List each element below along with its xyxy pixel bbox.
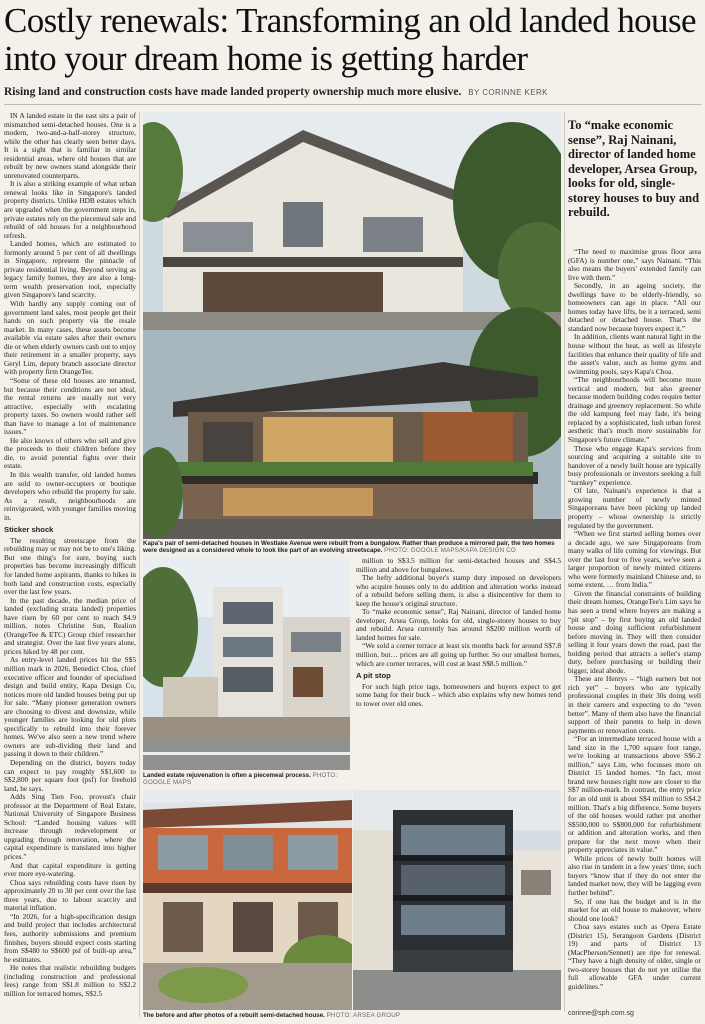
- paragraph: Those who engage Kapa's services from sourcing and acquiring a suitable site to handover of a newly built house are typically busy professionals or investors seeking a full “turnkey” experience.: [568, 443, 701, 487]
- text-column-4: [568, 248, 701, 1006]
- caption-1-credit: PHOTO: GOOGLE MAPS/KAPA DESIGN CO: [384, 547, 516, 555]
- paragraph: million to S$3.5 million for semi-detached houses and S$4.5 million and above for bungalows.: [356, 557, 561, 574]
- paragraph: And that capital expenditure is getting ever more eye-watering.: [4, 860, 136, 879]
- paragraph: So, if one has the budget and is in the market for an old house to makeover, where should one look?: [568, 896, 701, 923]
- paragraph: He notes that realistic rebuilding budgets (including construction and professional fees) range from S$1.8 million to S$2.2 million for terraced homes, S$2.5: [4, 963, 136, 998]
- article-standfirst: [4, 86, 701, 98]
- author-email: corinne@sph.com.sg: [568, 1010, 634, 1017]
- caption-2-credit: PHOTO: GOOGLE MAPS: [143, 772, 338, 787]
- paragraph: Of late, Nainani's experience is that a growing number of newly minted Singaporeans have been picking up landed property – whose ownership is strictly regulated by the government.: [568, 486, 701, 530]
- caption-photo-2: [143, 772, 350, 787]
- photo-piecemeal-street: [143, 557, 350, 770]
- house-photo-illustration: [143, 112, 561, 539]
- paragraph: For such high price tags, homeowners and buyers expect to get some bang for their buck – which also explains why new homes tend to tower over old ones.: [356, 681, 561, 708]
- headline-rule: [4, 104, 701, 105]
- photo-after-house: [353, 790, 561, 1010]
- photo-before-house: [143, 790, 352, 1010]
- col1-paras2: [4, 537, 136, 999]
- paragraph: In the past decade, the median price of landed (excluding strata landed) properties have risen by 60 per cent to reach $4.9 million, notes Christine Sun, Realion (OrangeTee & ETC) Group chief researcher and strategist. Over the last five years alone, prices hiked by 48 per cent.: [4, 595, 136, 656]
- paragraph: The hefty additional buyer's stamp duty imposed on developers who acquire houses only to do addition and alteration works instead of a rebuild before selling them, is also a disincentive for them to keep the house's original structure.: [356, 573, 561, 608]
- text-column-1: [4, 112, 136, 1024]
- caption-3-text: The before and after photos of a rebuilt semi-detached house.: [143, 1012, 325, 1019]
- paragraph: Choa says estates such as Opera Estate (District 15), Serangoon Gardens (District 19) and parts of District 13 (MacPherson/Sennett) are ripe for renewal. “They have a high density of older, single or two-storey houses that do not yet utilise the full allowable GFA under current guidelines.”: [568, 922, 701, 992]
- paragraph: “For an intermediate terraced house with a land size in the 1,700 square foot range, we're looking at transactions above S$6.2 million,” says Lim, who focusses more on District 15 landed homes. “In fact, most brand new houses right now are closer to the S$7 million-mark. In contrast, the entry price for an old unit is about S$4 million to S$4.2 million. That's a big difference. Some buyers of the old houses would rather put another S$500,000 to S$800,000 for refurbishment or addition and alteration works, and then prepare for the next move when their property appreciates in value.”: [568, 734, 701, 855]
- paragraph: Adds Sing Tien Foo, provost's chair professor at the Department of Real Estate, National University of Singapore Business School: “Landed housing values will increase through redevelopment or upgrading through renovation, where the capital expenditure is translated into higher prices.”: [4, 792, 136, 862]
- text-column-3: [356, 557, 561, 785]
- paragraph: Given the financial constraints of building their dream homes, OrangeTee's Lim says he has seen a trend where buyers are making a “pit stop” – by first buying an old landed house and doing sufficient refurbishment before moving in. They will then consider selling it four years down the road, past the holding period that attracts a seller's stamp duty, before purchasing or building their bigger, ideal abode.: [568, 588, 701, 675]
- column-divider-right: [564, 112, 565, 1012]
- paragraph: “When we first started selling homes over a decade ago, we saw Singaporeans from many walks of life coming for viewings. But over the last four to five years, we've seen a larger proportion of newly minted citizens who were formerly mainland Chinese and, to some extent, … from India.”: [568, 529, 701, 590]
- paragraph: While prices of newly built homes will also rise in tandem in a few years' time, such buyers “know that if they do not enter the landed market now, they will be lagging even further behind”.: [568, 853, 701, 898]
- photo-westlake-houses: [143, 112, 561, 539]
- column-divider: [139, 112, 140, 1017]
- paragraph: Depending on the district, buyers today can expect to pay roughly S$1,600 to S$2,800 per square foot (psf) for freehold land, he says.: [4, 758, 136, 793]
- before-house-illustration: [143, 790, 352, 1010]
- paragraph: In this wealth transfer, old landed homes are sold to owner-occupiers or boutique developers who rebuild the property for sale. As a result, neighbourhoods are reinvigorated, with younger families moving in.: [4, 469, 136, 522]
- paragraph: “The neighbourhoods will become more vertical and modern, but also greener because modern building codes require better drainage and greenery replacement. So while the old kampung feel may fade, it's being replaced by a sophisticated, lush urban forest aesthetic that's much more sustainable for Singapore's future climate.”: [568, 375, 701, 445]
- subhead-sticker-shock: Sticker shock: [4, 525, 54, 535]
- caption-3-credit: PHOTO: ARSEA GROUP: [326, 1012, 401, 1019]
- paragraph: With hardly any supply coming out of government land sales, most people get their hands on such property via the resale market. In many cases, these assets become available via estate sales after their owners die or when elderly owners cash out to enjoy their retirement in a smaller property, says Geryl Lim, deputy branch associate director with property firm OrangeTee.: [4, 299, 136, 377]
- paragraph: “In 2026, for a high-specification design and build project that includes architectural fees, authority submissions and premium finishes, buyers should expect costs starting from S$480 to S$600 psf of built-up area,” he estimates.: [4, 911, 136, 964]
- paragraph: IN A landed estate in the east sits a pair of mismatched semi-detached houses. One is a modern, two-and-a-half-storey structure, while the other has clearly seen better days. It is a sight that is familiar in similar residential areas, where old houses that are rebuilt by new owners stand alongside their unrenovated counterparts.: [4, 112, 136, 180]
- caption-2-text: Landed estate rejuvenation is often a piecemeal process.: [143, 772, 311, 779]
- col1-paras: [4, 112, 136, 522]
- paragraph: In addition, clients want natural light in the house without the heat, as well as lifestyle facilities that enhance their quality of life and the asset's value, such as home gyms and swimming pools, says Kapa's Choa.: [568, 332, 701, 376]
- byline: BY CORINNE KERK: [468, 88, 548, 97]
- paragraph: Choa says rebuilding costs have risen by approximately 20 to 30 per cent over the last three years, due to labour scarcity and material inflation.: [4, 877, 136, 913]
- paragraph: These are Henrys – “high earners but not rich yet” – buyers who are typically professional couples in their 30s doing well in their careers and expecting to do “even better”. Many of them also have the financial support of their parents to help in down payments or renovation costs.: [568, 674, 701, 735]
- col3-paras: [356, 557, 561, 668]
- paragraph: Landed homes, which are estimated to formonly around 5 per cent of all dwellings in Singapore, represent the pinnacle of private residential living. Beyond serving as legacy family homes, they are also a long-term wealth preservation tool, especially given Singapore's land scarcity.: [4, 239, 136, 300]
- standfirst-text: Rising land and construction costs have made landed property ownership much more elusive.: [4, 86, 462, 98]
- paragraph: As entry-level landed prices hit the S$5 million mark in 2026, Benedict Choa, chief executive officer and founder of specialised design and build entity, Kapa Design Co, notices more old landed houses being put up for sale. “Many pioneer generation owners are choosing to divest and downsize, while younger families are looking for old plots specifically to rebuild into their forever homes. We've also seen a new trend where owners are sub-dividing their land and passing it down to their children.”: [4, 655, 136, 759]
- subhead-a-pit-stop: A pit stop: [356, 671, 391, 681]
- caption-photo-3: [143, 1012, 561, 1019]
- pull-quote: To “make economic sense”, Raj Nainani, director of landed home developer, Arsea Group, looks for old, single-storey houses to buy and rebuild.: [568, 118, 700, 219]
- street-photo-illustration: [143, 557, 350, 770]
- paragraph: He also knows of others who sell and give the proceeds to their children before they die, to avoid potential fights over their estate.: [4, 435, 136, 471]
- col3-paras2: [356, 683, 561, 709]
- paragraph: “We sold a corner terrace at least six months back for around S$7.8 million, but… prices are all going up further. So our smallest homes, which are corner terraces, will cost at least S$8.5 million.”: [356, 641, 561, 668]
- paragraph: The resulting streetscape from the rebuilding may or may not be to one's liking. But one thing's for sure, buying such properties has become increasingly difficult for landed home aspirants, thanks to hikes in both land and construction costs, especially over the last few years.: [4, 535, 136, 597]
- col4-paras: [568, 248, 701, 992]
- caption-photo-1: [143, 540, 561, 555]
- paragraph: It is also a striking example of what urban renewal looks like in Singapore's landed property districts. Unlike HDB estates which are upgraded when the government steps in, private estates rely on the piecemeal sale and rebuild of old houses for a neighbourhood refresh.: [4, 179, 136, 240]
- caption-1-text: Kapa's pair of semi-detached houses in Westlake Avenue were rebuilt from a bungalow. Rather than produce a mirrored pair, the two homes were designed as a considered whole to look like part of an evolving streetscape.: [143, 540, 555, 555]
- paragraph: “The need to maximise gross floor area (GFA) is number one,” says Nainani. “This also means the buyers' extended family can live with them.”: [568, 248, 701, 282]
- paragraph: To “make economic sense”, Raj Nainani, director of landed home developer, Arsea Group, looks for old, single-storey houses to buy and rebuild. Arsea currently has around S$200 million worth of landed homes for sale.: [356, 607, 561, 642]
- after-house-illustration: [353, 790, 561, 1010]
- paragraph: Secondly, in an ageing society, the dwellings have to be elderly-friendly, so homeowners can age in place. “All our homes today have lifts, be it a terraced, semi detached or detached house. That's the standard now because buyers expect it.”: [568, 281, 701, 333]
- article-headline: Costly renewals: Transforming an old landed house into your dream home is getting harder: [4, 1, 696, 78]
- paragraph: “Some of these old houses are tenanted, but because their conditions are not ideal, the rental returns are usually not very attractive, especially with escalating property taxes. So owners would rather sell than have to manage a lot of maintenance issues.”: [4, 375, 136, 437]
